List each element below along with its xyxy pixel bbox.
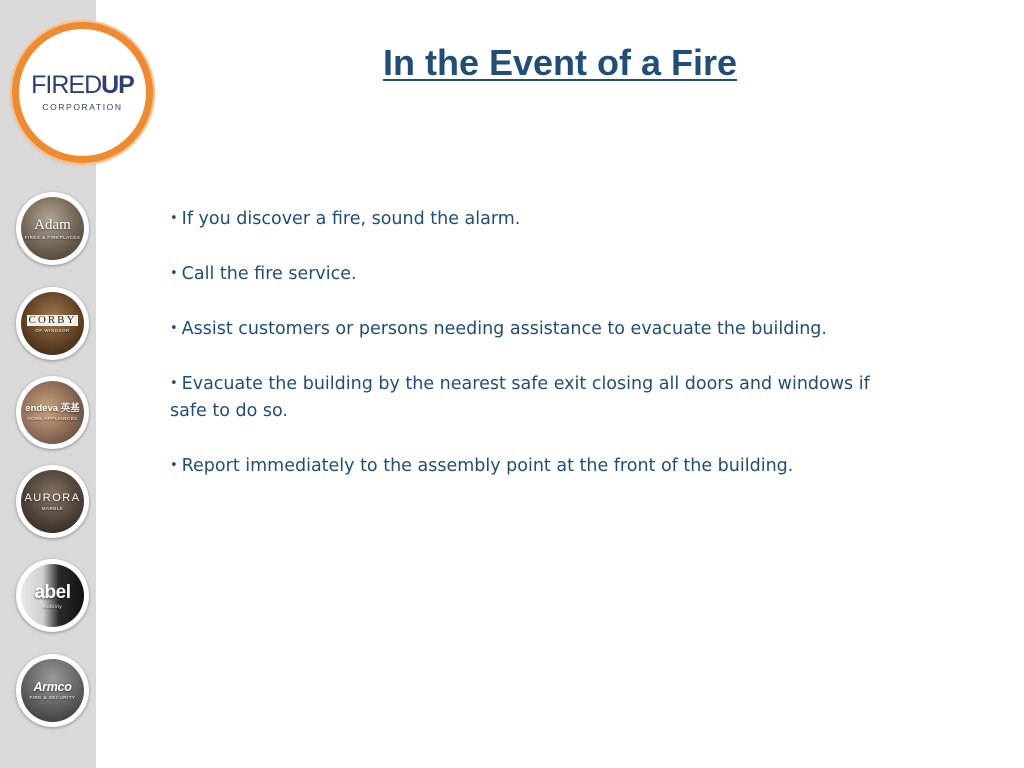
bullet-item: • Evacuate the building by the nearest safe exit closing all doors and windows if safe to do so.	[170, 370, 910, 425]
brand-name: AURORA	[24, 491, 81, 504]
brand-logo-endeva	[16, 376, 89, 449]
logo-subtitle: CORPORATION	[42, 102, 123, 112]
fire-procedure-list	[170, 205, 910, 507]
brand-name: Armco	[33, 679, 72, 694]
brand-name: abel	[34, 581, 71, 603]
slide-title: In the Event of a Fire	[382, 42, 738, 83]
bullet-item: • Report immediately to the assembly point at the front of the building.	[170, 452, 910, 480]
brand-name: Adam	[34, 216, 71, 233]
brand-tagline: FIRES & FIREPLACES	[24, 234, 81, 240]
brand-name: endeva 英基	[25, 403, 80, 415]
brand-name: CORBY	[28, 313, 77, 326]
brand-logo-adam	[16, 192, 89, 265]
brand-logo-armco	[16, 654, 89, 727]
bullet-item: • If you discover a fire, sound the alarm.	[170, 205, 910, 233]
brand-logo-corby	[16, 287, 89, 360]
brand-logo-abel	[16, 559, 89, 632]
logo-wordmark: FIREDUP	[31, 71, 134, 99]
brand-tagline: OF WINDSOR	[35, 327, 70, 333]
brand-tagline: HOME APPLIANCES	[27, 415, 78, 421]
brand-tagline: FIRE & SECURITY	[29, 695, 76, 701]
brand-tagline: MARBLE	[41, 505, 64, 511]
bullet-item: • Assist customers or persons needing assistance to evacuate the building.	[170, 315, 910, 343]
bullet-item: • Call the fire service.	[170, 260, 910, 288]
brand-tagline: mobility	[42, 603, 63, 609]
brand-logo-aurora	[16, 465, 89, 538]
